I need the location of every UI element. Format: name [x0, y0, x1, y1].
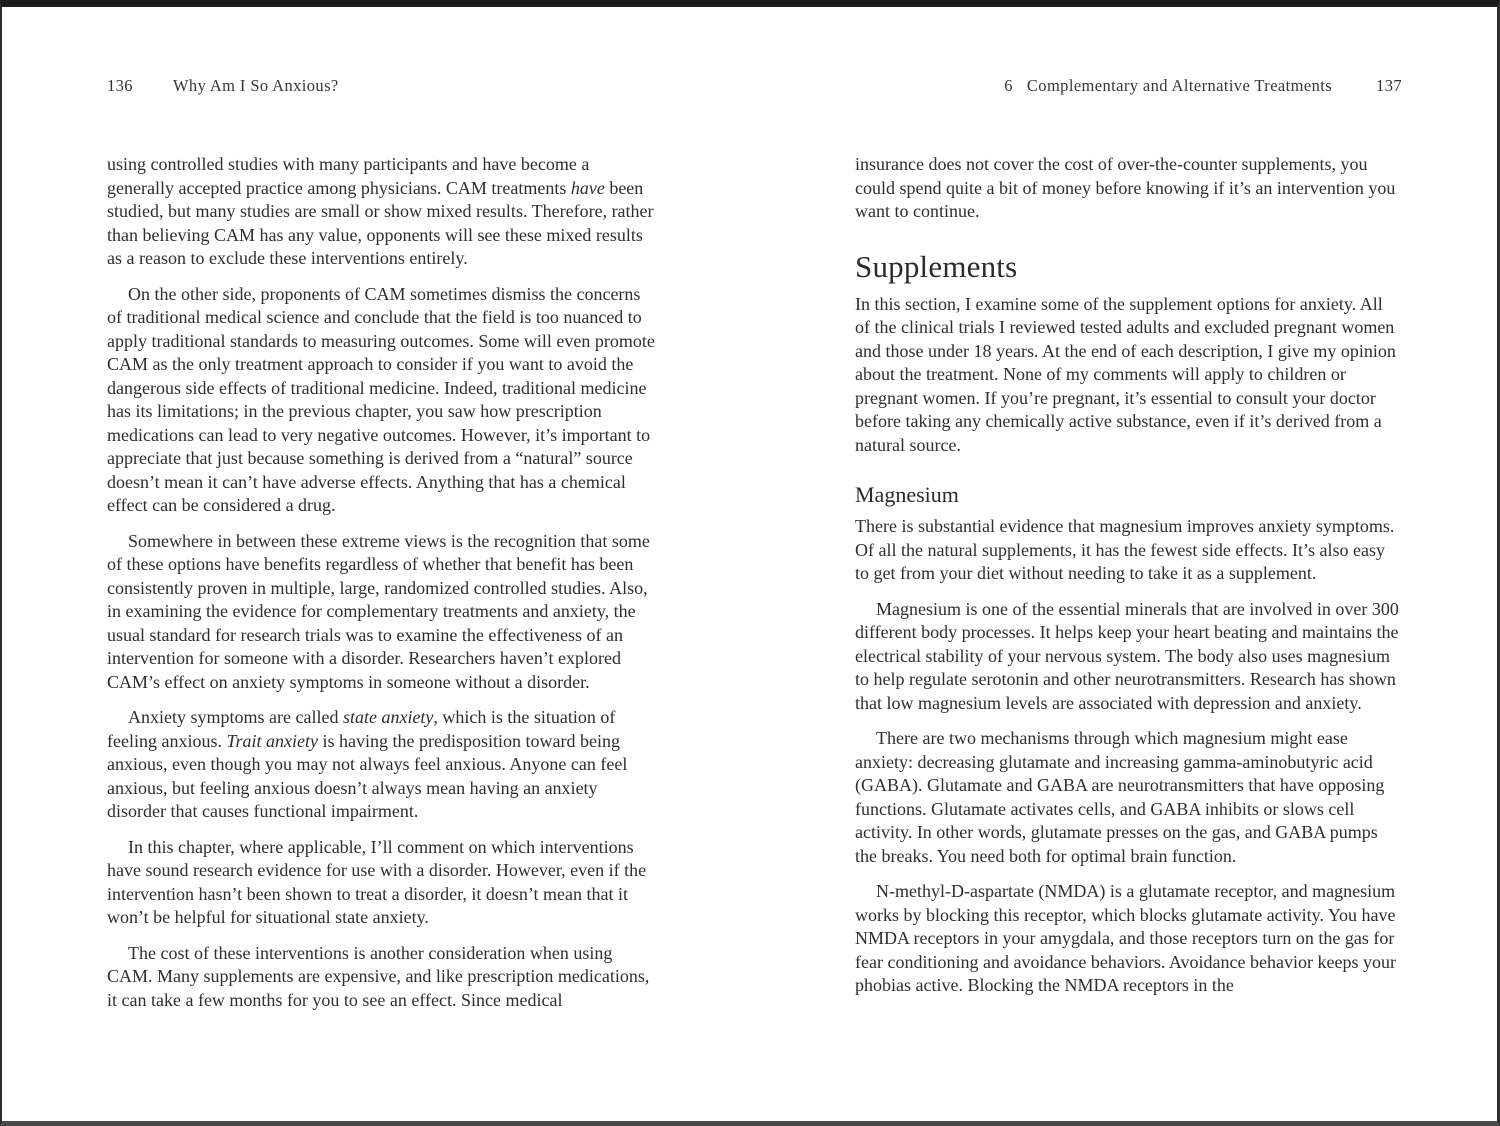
- chapter-number: 6: [1004, 76, 1013, 95]
- page-left-136: [107, 7, 659, 1126]
- subsection-heading: Magnesium: [855, 482, 959, 507]
- body-paragraph: In this chapter, where applicable, I’ll comment on which interventions have sound research evidence for use with a disorder. However, even if the intervention hasn’t been shown to treat a disorder, it doesn’t mean that it won’t be helpful for situational state anxiety.: [107, 836, 647, 927]
- page-number-left: 136: [107, 76, 133, 95]
- running-head-book-title: Why Am I So Anxious?: [172, 76, 339, 95]
- page-body-left: [107, 153, 659, 1024]
- body-paragraph: N-methyl-D-aspartate (NMDA) is a glutamate receptor, and magnesium works by blocking this receptor, which blocks glutamate activity. You have NMDA receptors in your amygdala, and those receptors turn on the gas for fear conditioning and avoidance behaviors. Avoidance behavior keeps your phobias active. Blocking the NMDA receptors in the: [855, 881, 1396, 995]
- body-paragraph: using controlled studies with many participants and have become a generally accepted practice among physicians. CAM treatments have been studied, but many studies are small or show mixed results. Therefore, rather than believing CAM has any value, opponents will see these mixed results as a reason to exclude these interventions entirely.: [107, 154, 654, 268]
- page-number-right: 137: [1376, 76, 1402, 95]
- body-paragraph: In this section, I examine some of the supplement options for anxiety. All of the clinical trials I reviewed tested adults and excluded pregnant women and those under 18 years. At the end of each description, I give my opinion about the treatment. None of my comments will apply to children or pregnant women. If you’re pregnant, it’s essential to consult your doctor before taking any chemically active substance, even if it’s derived from a natural source.: [855, 293, 1396, 455]
- body-paragraph: Anxiety symptoms are called state anxiety, which is the situation of feeling anxious. Trait anxiety is having the predisposition toward being anxious, even though you may not always feel anxious. Anyone can feel anxious, but feeling anxious doesn’t always mean having an anxiety disorder that causes functional impairment.: [107, 707, 628, 821]
- page-right-137: [855, 7, 1402, 1126]
- body-paragraph: insurance does not cover the cost of over-the-counter supplements, you could spend quite a bit of money before knowing if it’s an intervention you want to continue.: [855, 154, 1396, 221]
- body-paragraph: On the other side, proponents of CAM sometimes dismiss the concerns of traditional medical science and conclude that the field is too nuanced to apply traditional standards to measuring outcomes. Some will even promote CAM as the only treatment approach to consider if you want to avoid the dangerous side effects of traditional medicine. Indeed, traditional medicine has its limitations; in the previous chapter, you saw how prescription medications can lead to very negative outcomes. However, it’s important to appreciate that just because something is derived from a “natural” source doesn’t mean it can’t have adverse effects. Anything that has a chemical effect can be considered a drug.: [107, 283, 655, 515]
- body-paragraph: There are two mechanisms through which magnesium might ease anxiety: decreasing glutamate and increasing gamma-aminobutyric acid (GABA). Glutamate and GABA are neurotransmitters that have opposing functions. Glutamate activates cells, and GABA inhibits or slows cell activity. In other words, glutamate presses on the gas, and GABA pumps the breaks. You need both for optimal brain function.: [855, 728, 1385, 866]
- running-head-left: [107, 76, 659, 96]
- body-paragraph: Somewhere in between these extreme views is the recognition that some of these options have benefits regardless of whether that benefit has been consistently proven in multiple, large, randomized controlled studies. Also, in examining the evidence for complementary treatments and anxiety, the usual standard for research trials was to examine the effectiveness of an intervention for someone with a disorder. Researchers haven’t explored CAM’s effect on anxiety symptoms in someone without a disorder.: [107, 530, 650, 692]
- running-head-chapter-title: Complementary and Alternative Treatments: [1026, 76, 1333, 95]
- body-paragraph: The cost of these interventions is another consideration when using CAM. Many supplements are expensive, and like prescription medications, it can take a few months for you to see an effect. Since medical: [107, 942, 650, 1010]
- running-head-right: [855, 76, 1402, 96]
- body-paragraph: There is substantial evidence that magnesium improves anxiety symptoms. Of all the natural supplements, it has the fewest side effects. It’s also easy to get from your diet without needing to take it as a supplement.: [855, 516, 1395, 583]
- page-body-right: [855, 153, 1402, 1010]
- section-heading: Supplements: [855, 248, 1018, 284]
- body-paragraph: Magnesium is one of the essential minerals that are involved in over 300 different body processes. It helps keep your heart beating and maintains the electrical stability of your nervous system. The body also uses magnesium to help regulate serotonin and other neurotransmitters. Research has shown that low magnesium levels are associated with depression and anxiety.: [855, 598, 1399, 713]
